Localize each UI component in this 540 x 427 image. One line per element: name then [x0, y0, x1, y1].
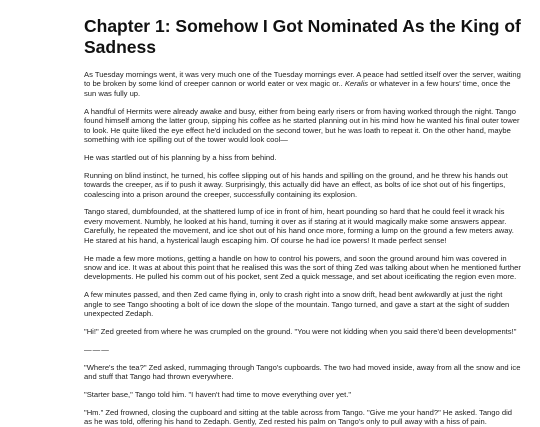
paragraph-5: Tango stared, dumbfounded, at the shattered lump of ice in front of him, heart pounding so hard that he could feel it wrack his every movement. Numbly, he looked at his hand, turning it over as if staring at it would magically make some answers appear. Carefully, he repeated the movement, and ice shot out of his hand once more, forming a lump on the ground a few meters away. He stared at his hand, a hysterical laugh escaping him. Of course he had ice powers! It made perfect sense! [84, 207, 514, 245]
emphasis-keralis: Keralis [344, 79, 369, 89]
paragraph-2: A handful of Hermits were already awake and busy, either from being early risers or from having worked through the night. Tango found himself among the latter group, sipping his coffee as he started planning out in his mind how he wanted his final outer tower to look. He quite liked the eye effect he'd included on the second tower, but he was loath to repeat it. On the other hand, maybe something with ice spilling out of the tower would look cool— [84, 106, 520, 144]
scene-divider: ——— [84, 344, 110, 354]
paragraph-7: A few minutes passed, and then Zed came flying in, only to crash right into a snow drift, head bent awkwardly at just the right angle to see Tango shooting a bolt of ice down the slope of the mountain. Tango turned, and gave a start at the sight of sudden unexpected Zedaph. [84, 290, 510, 319]
paragraph-10: "Starter base," Tango told him. "I haven't had time to move everything over yet." [84, 390, 352, 400]
paragraph-11: "Hm." Zed frowned, closing the cupboard and sitting at the table across from Tango. "Give me your hand?" He asked. Tango did as he was told, offering his hand to Zedaph. Gently, Zed rested his palm on Tango's only to pull away with a hiss of pain. [84, 408, 512, 427]
paragraph-4: Running on blind instinct, he turned, his coffee slipping out of his hands and spilling on the ground, and he threw his hands out towards the creeper, as if to push it away. Surprisingly, this actually did have an effect, as bolts of ice shot out of his fingertips, coalescing into a prison around the creeper, successfully containing its explosion. [84, 170, 508, 199]
paragraph-9: "Where's the tea?" Zed asked, rummaging through Tango's cupboards. The two had moved inside, away from all the snow and ice and stuff that Tango had thrown everywhere. [84, 362, 521, 382]
paragraph-8: "Hi!" Zed greeted from where he was crumpled on the ground. "You were not kidding when you said there'd been developments!" [84, 327, 517, 337]
paragraph-1: As Tuesday mornings went, it was very much one of the Tuesday mornings ever. A peace had settled itself over the server, waiting to be broken by some kind of creeper cannon or world eater or vex magic or.. Keralis or whatever in a few hours' time, once the sun was fully up. [84, 70, 521, 98]
paragraph-6: He made a few more motions, getting a handle on how to control his powers, and soon the ground around him was covered in snow and ice. It was at about this point that he realised this was the sort of thing Zed was talking about when he mentioned further developments. He pulled his comm out of his pocket, sent Zed a quick message, and set about iceificating the region even more. [84, 253, 521, 282]
paragraph-3: He was startled out of his planning by a hiss from behind. [84, 152, 277, 162]
chapter-title: Chapter 1: Somehow I Got Nominated As the King of Sadness [84, 16, 521, 57]
